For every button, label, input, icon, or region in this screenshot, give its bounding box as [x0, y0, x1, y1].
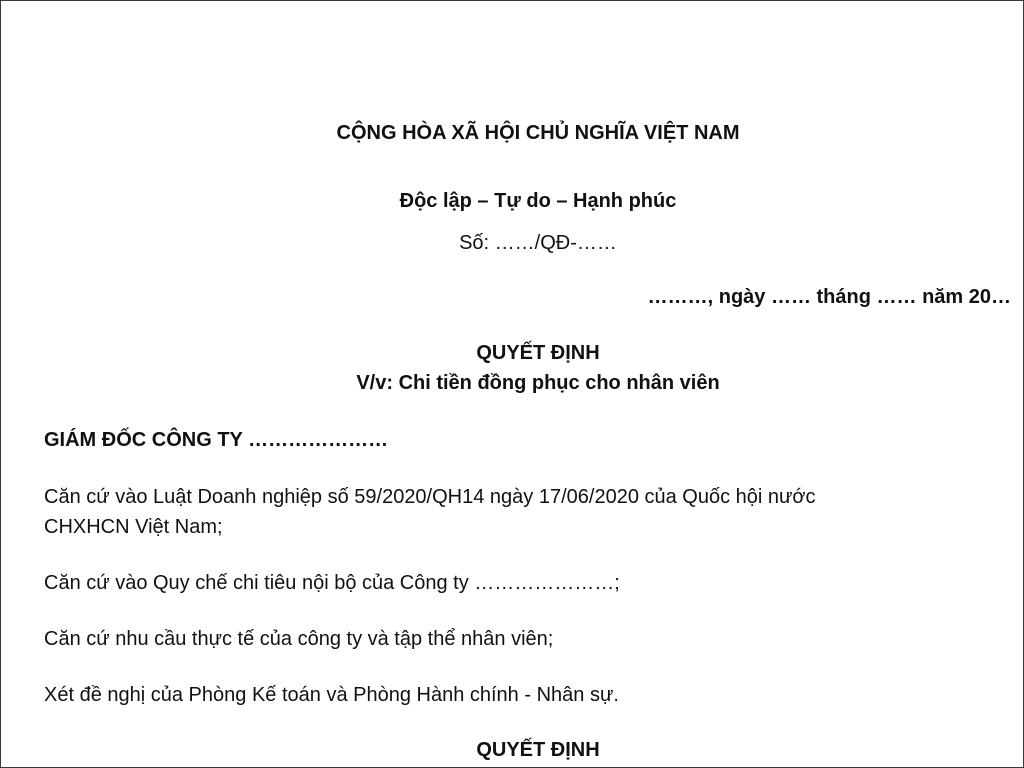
proposal-line: Xét đề nghị của Phòng Kế toán và Phòng Hành chính - Nhân sự.	[44, 684, 619, 706]
basis-law-line-2: CHXHCN Việt Nam;	[44, 516, 223, 538]
decision-footer-title: QUYẾT ĐỊNH	[476, 739, 600, 761]
date-line: ………, ngày …… tháng …… năm 20…	[647, 286, 1011, 308]
decision-title: QUYẾT ĐỊNH	[476, 342, 600, 364]
director-heading: GIÁM ĐỐC CÔNG TY …………………	[44, 429, 389, 451]
basis-needs: Căn cứ nhu cầu thực tế của công ty và tập thể nhân viên;	[44, 628, 554, 650]
basis-regulation: Căn cứ vào Quy chế chi tiêu nội bộ của Công ty …………………;	[44, 572, 620, 594]
basis-law-line-1: Căn cứ vào Luật Doanh nghiệp số 59/2020/QH14 ngày 17/06/2020 của Quốc hội nước	[44, 486, 816, 508]
document-number: Số: ……/QĐ-……	[459, 232, 617, 254]
national-title: CỘNG HÒA XÃ HỘI CHỦ NGHĨA VIỆT NAM	[336, 122, 740, 144]
national-motto: Độc lập – Tự do – Hạnh phúc	[399, 190, 677, 212]
decision-subject: V/v: Chi tiền đồng phục cho nhân viên	[356, 372, 720, 394]
